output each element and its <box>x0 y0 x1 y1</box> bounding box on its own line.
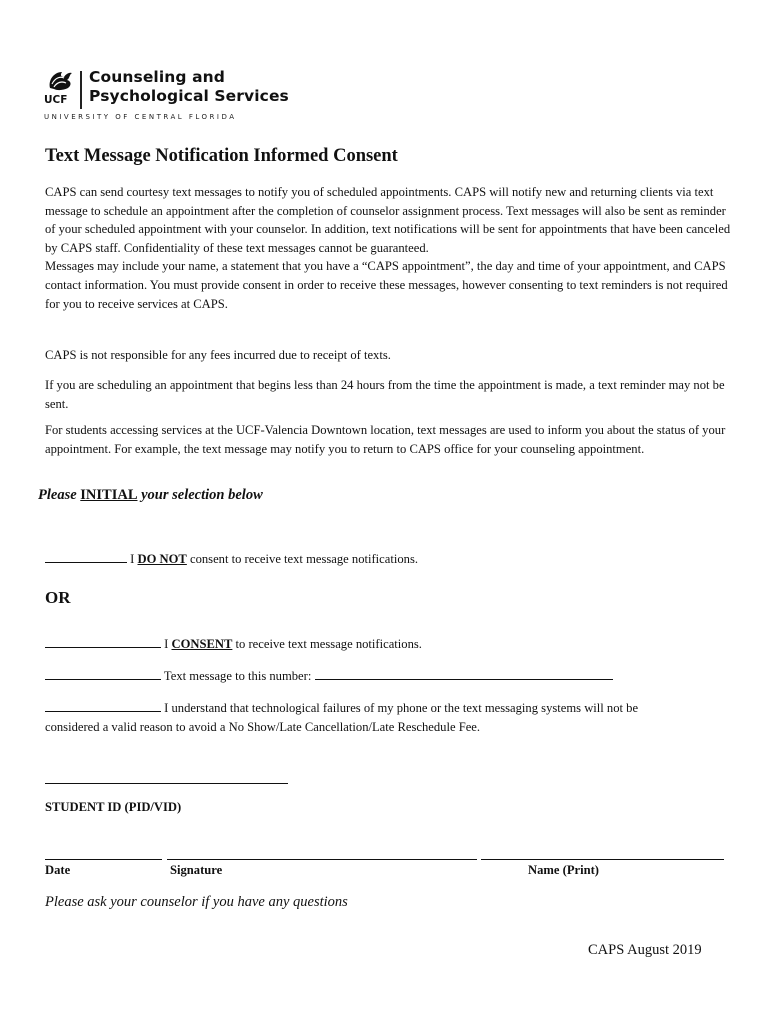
page-title: Text Message Notification Informed Consent <box>45 146 398 166</box>
acknowledgement-initial-field[interactable] <box>45 699 161 712</box>
closing-note: Please ask your counselor if you have any questions <box>45 894 348 910</box>
initial-instruction-pre: Please <box>38 487 81 503</box>
consent-initial-field[interactable] <box>45 635 161 648</box>
initial-instruction-post: your selection below <box>137 487 263 503</box>
student-id-label: STUDENT ID (PID/VID) <box>45 800 182 814</box>
valencia-paragraph: For students accessing services at the UCF-Valencia Downtown location, text messages are used to inform you about the status of your appointment. For example, the text message may notify you to return to CAPS office for your counseling appointment. <box>45 423 726 456</box>
ucf-wordmark: UCF <box>44 94 68 106</box>
department-name-line1: Counseling and <box>89 68 225 86</box>
logo-divider <box>80 71 82 109</box>
date-label: Date <box>45 863 71 877</box>
signature-label: Signature <box>170 863 223 877</box>
caps-logo <box>44 66 304 122</box>
acknowledgement-text-line2: considered a valid reason to avoid a No Show/Late Cancellation/Late Reschedule Fee. <box>45 719 481 734</box>
acknowledgement-text: I understand that technological failures of my phone or the text messaging systems will not be <box>164 701 639 715</box>
initial-instruction <box>38 487 263 504</box>
student-id-field[interactable] <box>45 783 288 784</box>
consent-row <box>45 635 422 652</box>
timing-paragraph: If you are scheduling an appointment that begins less than 24 hours from the time the appointment is made, a text reminder may not be sent. <box>45 378 725 411</box>
initial-instruction-strong: INITIAL <box>80 487 138 503</box>
consent-pre: I <box>164 637 172 651</box>
intro-paragraph <box>45 183 735 313</box>
or-label: OR <box>45 588 71 607</box>
department-name <box>89 68 289 106</box>
name-print-field[interactable] <box>481 859 724 860</box>
fees-paragraph: CAPS is not responsible for any fees incurred due to receipt of texts. <box>45 348 391 362</box>
date-field[interactable] <box>45 859 162 860</box>
intro-paragraph-part1: CAPS can send courtesy text messages to notify you of scheduled appointments. CAPS will notify new and returning clients via text message to schedule an appointment after the completion of counselor assignment process. Text messages will also be sent as reminder of your scheduled appointment with your counselor. In addition, text notifications will be sent for appointments that have been canceled by CAPS staff. Confidentiality of these text messages cannot be guaranteed. <box>45 185 731 255</box>
do-not-consent-row <box>45 550 418 567</box>
acknowledgement-row <box>45 699 735 736</box>
signature-field[interactable] <box>167 859 477 860</box>
document-footer: CAPS August 2019 <box>588 942 702 958</box>
department-name-line2: Psychological Services <box>89 87 289 105</box>
university-name: UNIVERSITY OF CENTRAL FLORIDA <box>44 113 237 121</box>
intro-paragraph-part2: Messages may include your name, a statement that you have a “CAPS appointment”, the day and time of your appointment, and CAPS contact information. You must provide consent in order to receive these messages, however consenting to text reminders is not required for you to receive services at CAPS. <box>45 259 728 311</box>
consent-post: to receive text message notifications. <box>232 637 422 651</box>
consent-strong: CONSENT <box>171 637 233 651</box>
do-not-consent-strong: DO NOT <box>137 552 187 566</box>
name-print-label: Name (Print) <box>528 863 599 877</box>
phone-number-label: Text message to this number: <box>163 669 312 683</box>
do-not-consent-pre: I <box>130 552 138 566</box>
phone-number-field[interactable] <box>315 667 613 680</box>
do-not-consent-initial-field[interactable] <box>45 550 127 563</box>
phone-number-row <box>45 667 613 684</box>
do-not-consent-post: consent to receive text message notifications. <box>186 552 419 566</box>
phone-initial-field[interactable] <box>45 667 161 680</box>
